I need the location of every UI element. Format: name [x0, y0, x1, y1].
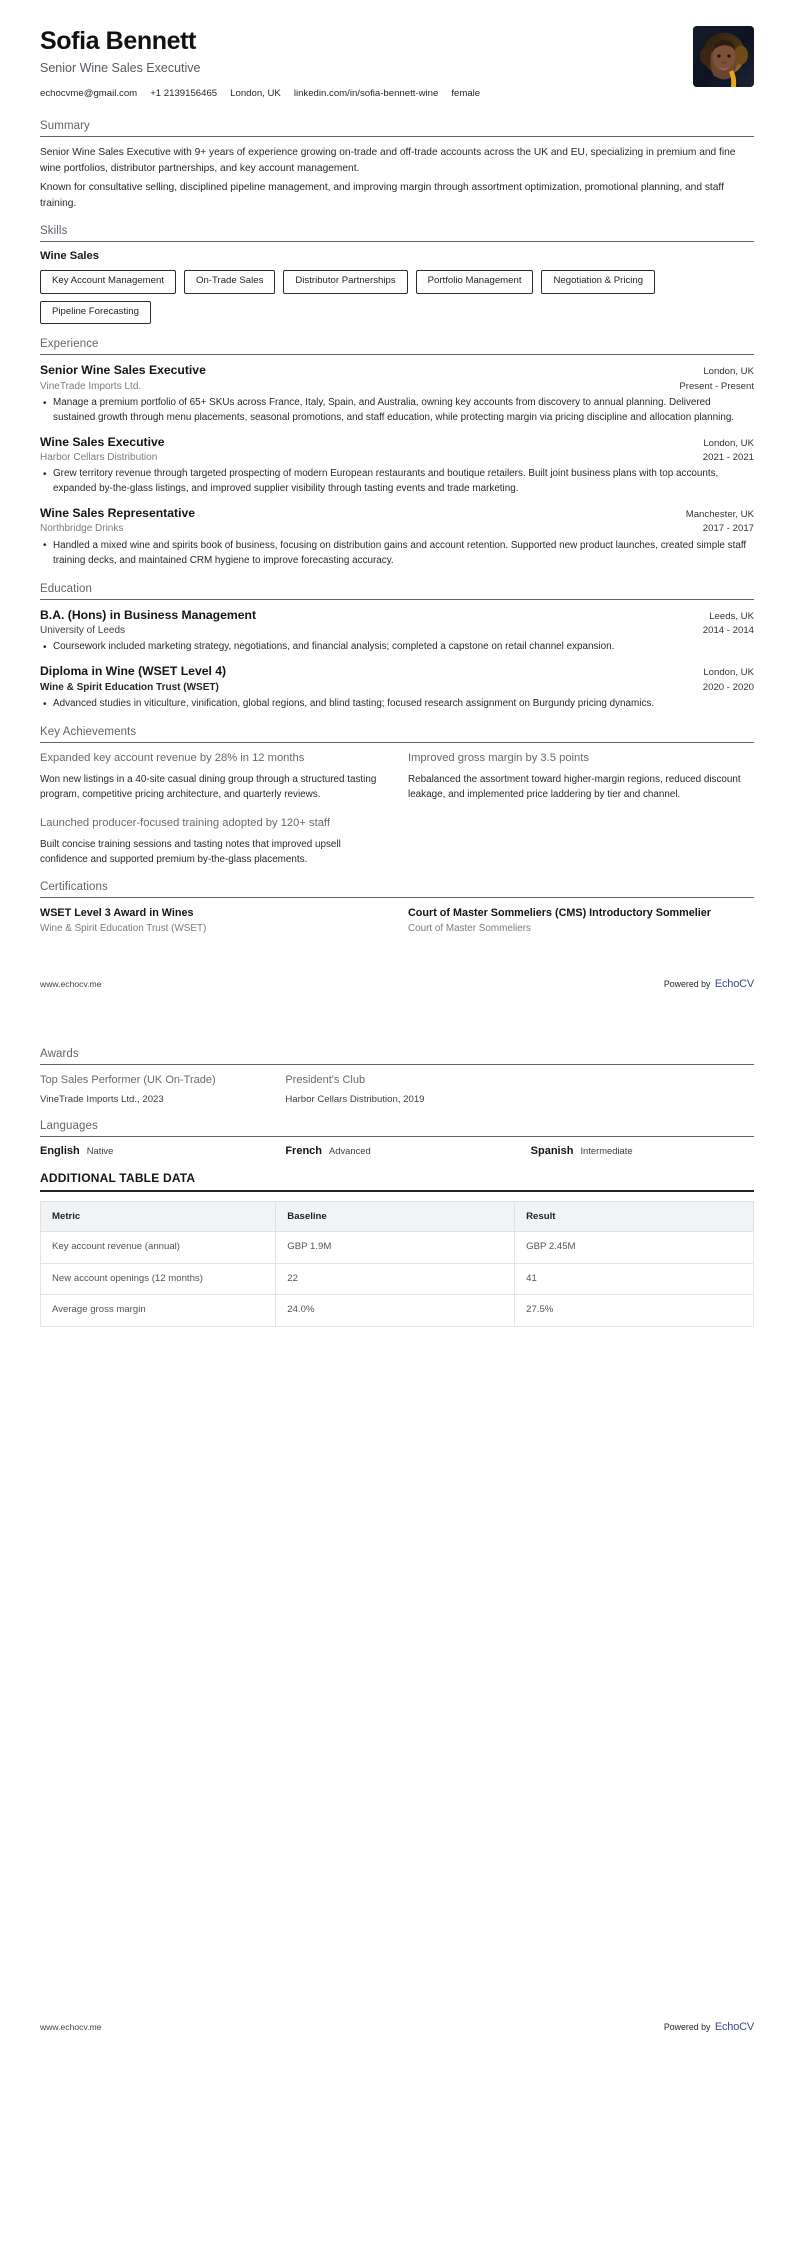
languages-grid — [40, 1145, 754, 1157]
certification-organization: Wine & Spirit Education Trust (WSET) — [40, 923, 207, 935]
section-title-achievements: Key Achievements — [40, 725, 137, 738]
contact-row — [40, 87, 679, 100]
page-1-footer — [0, 974, 794, 992]
education-entry — [40, 664, 754, 712]
table-cell: Key account revenue (annual) — [41, 1232, 276, 1263]
table-cell: GBP 1.9M — [276, 1232, 515, 1263]
achievement-item — [40, 816, 386, 867]
table-cell: New account openings (12 months) — [41, 1263, 276, 1294]
experience-location: Manchester, UK — [685, 509, 754, 521]
table-header-row — [41, 1201, 754, 1232]
achievement-description: Rebalanced the assortment toward higher-margin regions, reduced discount leakage, and implemented price laddering by tier and channel. — [408, 774, 741, 801]
contact-email[interactable]: echocvme@gmail.com — [40, 87, 138, 99]
resume-page-2 — [0, 992, 794, 2017]
experience-entry — [40, 363, 754, 425]
certification-organization: Court of Master Sommeliers — [408, 923, 531, 935]
experience-location: London, UK — [703, 366, 754, 378]
award-item-empty — [531, 1073, 754, 1106]
language-item — [40, 1145, 263, 1157]
education-location: Leeds, UK — [709, 610, 754, 622]
section-title-education: Education — [40, 582, 93, 595]
skill-chip[interactable]: Key Account Management — [40, 270, 176, 294]
bullet-item: • Advanced studies in viticulture, vinification, global regions, and blind tasting; focused research assignment on Burgundy pricing dynamics. — [40, 697, 754, 712]
experience-organization: Harbor Cellars Distribution — [40, 451, 158, 463]
experience-title: Senior Wine Sales Executive — [40, 363, 206, 378]
experience-entry — [40, 506, 754, 568]
education-bullets — [40, 640, 754, 655]
footer-brand[interactable]: EchoCV — [714, 977, 754, 990]
education-degree: B.A. (Hons) in Business Management — [40, 607, 257, 622]
award-organization: Harbor Cellars Distribution, 2019 — [285, 1093, 425, 1105]
section-divider — [40, 742, 754, 743]
award-organization: VineTrade Imports Ltd., 2023 — [40, 1093, 164, 1105]
footer-powered-label: Powered by — [663, 2021, 711, 2032]
bullet-item: • Grew territory revenue through targeted prospecting of modern European restaurants and boutique retailers. Built joint business plans with top accounts, expanded by-the-glass listings, and improved supplier visibility through tasting events and trade marketing. — [40, 467, 754, 497]
section-title-languages: Languages — [40, 1119, 98, 1132]
section-divider — [40, 897, 754, 898]
section-awards — [40, 1048, 754, 1106]
achievement-description: Built concise training sessions and tasting notes that improved upsell confidence and supported premium by-the-glass placements. — [40, 839, 341, 866]
education-dates: 2014 - 2014 — [702, 624, 754, 636]
table-column-header: Baseline — [276, 1201, 515, 1232]
bullet-item: • Coursework included marketing strategy, negotiations, and financial analysis; completed a capstone on retail channel expansion. — [40, 640, 754, 655]
experience-bullets — [40, 396, 754, 426]
skill-chip[interactable]: Negotiation & Pricing — [541, 270, 655, 294]
bullet-item: • Handled a mixed wine and spirits book of business, focusing on distribution gains and account retention. Supported new product launches, created simple staff training decks, and maintained CRM hygiene to improve forecasting accuracy. — [40, 539, 754, 569]
language-level: Intermediate — [580, 1144, 633, 1156]
page-2-footer — [0, 2017, 794, 2035]
certification-item — [408, 906, 754, 935]
summary-paragraph: Known for consultative selling, disciplined pipeline management, and improving margin through assortment optimization, promotional planning, and staff training. — [40, 182, 724, 209]
footer-powered-label: Powered by — [663, 978, 711, 989]
experience-organization: VineTrade Imports Ltd. — [40, 380, 142, 392]
certification-item — [40, 906, 386, 935]
section-title-awards: Awards — [40, 1047, 79, 1060]
experience-bullets — [40, 467, 754, 497]
education-location: London, UK — [703, 667, 754, 679]
footer-brand[interactable]: EchoCV — [714, 2020, 754, 2033]
award-item — [40, 1073, 263, 1106]
section-divider — [40, 241, 754, 242]
achievement-title: Improved gross margin by 3.5 points — [408, 751, 589, 764]
table-heading: ADDITIONAL TABLE DATA — [40, 1170, 196, 1185]
section-education — [40, 583, 754, 712]
language-level: Native — [86, 1144, 114, 1156]
achievement-description: Won new listings in a 40-site casual dining group through a structured tasting program, competitive pricing architecture, and quarterly reviews. — [40, 774, 377, 801]
education-bullets — [40, 697, 754, 712]
section-title-certifications: Certifications — [40, 881, 108, 894]
footer-powered-by — [664, 2017, 754, 2035]
experience-entry — [40, 435, 754, 497]
language-name: French — [285, 1144, 323, 1157]
section-title-summary: Summary — [40, 120, 90, 133]
certification-title: Court of Master Sommeliers (CMS) Introductory Sommelier — [408, 907, 711, 920]
section-additional-table — [40, 1171, 754, 1327]
table-row — [41, 1232, 754, 1263]
experience-location: London, UK — [703, 437, 754, 449]
skill-group-name: Wine Sales — [40, 250, 99, 263]
skill-chip[interactable]: Pipeline Forecasting — [40, 301, 151, 325]
section-divider — [40, 354, 754, 355]
language-item — [531, 1145, 754, 1157]
experience-title: Wine Sales Representative — [40, 506, 196, 521]
achievement-item — [40, 751, 386, 802]
experience-dates: 2017 - 2017 — [702, 523, 754, 535]
section-experience — [40, 338, 754, 568]
experience-bullets — [40, 539, 754, 569]
additional-data-table — [40, 1201, 754, 1327]
language-name: English — [40, 1144, 80, 1157]
award-item — [285, 1073, 508, 1106]
awards-grid — [40, 1073, 754, 1106]
section-divider — [40, 599, 754, 600]
certifications-grid — [40, 906, 754, 935]
certification-title: WSET Level 3 Award in Wines — [40, 907, 194, 920]
skill-chip[interactable]: Portfolio Management — [416, 270, 534, 294]
header-text-block — [40, 26, 679, 100]
footer-url[interactable]: www.echocv.me — [40, 2021, 102, 2032]
table-row — [41, 1295, 754, 1326]
contact-linkedin[interactable]: linkedin.com/in/sofia-bennett-wine — [293, 87, 439, 99]
award-title: President's Club — [285, 1073, 366, 1086]
achievement-title: Expanded key account revenue by 28% in 12 months — [40, 751, 305, 764]
section-divider — [40, 1064, 754, 1065]
achievements-column-right — [408, 751, 754, 867]
footer-url[interactable]: www.echocv.me — [40, 978, 102, 989]
avatar — [693, 26, 754, 87]
skill-chip-list — [40, 270, 754, 324]
award-title: Top Sales Performer (UK On-Trade) — [40, 1073, 216, 1086]
section-divider — [40, 136, 754, 137]
section-divider — [40, 1136, 754, 1137]
bullet-item: • Manage a premium portfolio of 65+ SKUs across France, Italy, Spain, and Australia, owning key accounts from discovery to annual planning. Delivered sustained growth through menu placements, seasonal promotions, and staff education, while protecting margin via pricing discipline and allocation planning. — [40, 396, 754, 426]
table-cell: 22 — [276, 1263, 515, 1294]
education-degree: Diploma in Wine (WSET Level 4) — [40, 664, 227, 679]
resume-header — [40, 26, 754, 106]
summary-paragraph: Senior Wine Sales Executive with 9+ years of experience growing on-trade and off-trade accounts across the UK and EU, specializing in premium and fine wine portfolios, distributor partnerships, and key account management. — [40, 147, 736, 174]
table-cell: GBP 2.45M — [515, 1232, 754, 1263]
language-item — [285, 1145, 508, 1157]
section-certifications — [40, 881, 754, 935]
table-cell: 24.0% — [276, 1295, 515, 1326]
section-divider — [40, 1190, 754, 1192]
skill-chip[interactable]: On-Trade Sales — [184, 270, 275, 294]
achievements-column-left — [40, 751, 386, 867]
section-languages — [40, 1120, 754, 1157]
table-cell: 41 — [515, 1263, 754, 1294]
experience-dates: 2021 - 2021 — [702, 451, 754, 463]
education-institution: Wine & Spirit Education Trust (WSET) — [40, 681, 219, 693]
contact-location: London, UK — [230, 87, 281, 99]
section-skills — [40, 225, 754, 324]
candidate-headline: Senior Wine Sales Executive — [40, 60, 201, 75]
section-summary — [40, 120, 754, 211]
table-cell: Average gross margin — [41, 1295, 276, 1326]
table-cell: 27.5% — [515, 1295, 754, 1326]
achievement-title: Launched producer-focused training adopted by 120+ staff — [40, 817, 330, 830]
experience-title: Wine Sales Executive — [40, 434, 165, 449]
resume-page-1 — [0, 0, 794, 974]
contact-phone[interactable]: +1 2139156465 — [150, 87, 218, 99]
table-column-header: Metric — [41, 1201, 276, 1232]
education-institution: University of Leeds — [40, 624, 126, 636]
language-name: Spanish — [530, 1144, 574, 1157]
experience-dates: Present - Present — [679, 380, 754, 392]
footer-powered-by — [664, 974, 754, 992]
education-dates: 2020 - 2020 — [702, 681, 754, 693]
table-row — [41, 1263, 754, 1294]
education-entry — [40, 608, 754, 656]
candidate-name: Sofia Bennett — [40, 27, 196, 55]
section-title-experience: Experience — [40, 338, 99, 351]
skill-chip[interactable]: Distributor Partnerships — [283, 270, 407, 294]
language-level: Advanced — [329, 1144, 371, 1156]
achievements-grid — [40, 751, 754, 867]
contact-gender: female — [451, 87, 481, 99]
section-key-achievements — [40, 726, 754, 867]
section-title-skills: Skills — [40, 225, 68, 238]
table-column-header: Result — [515, 1201, 754, 1232]
page-2-whitespace — [40, 1327, 754, 2017]
experience-organization: Northbridge Drinks — [40, 523, 124, 535]
achievement-item — [408, 751, 754, 802]
